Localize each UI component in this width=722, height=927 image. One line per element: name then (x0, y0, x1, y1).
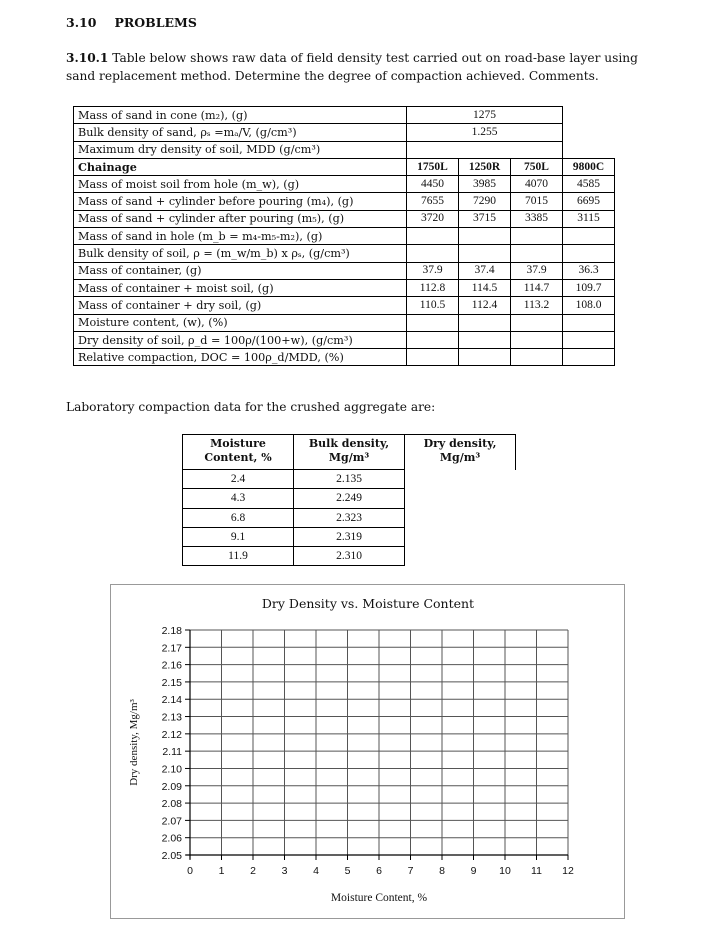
cell-value: 37.9 (511, 262, 563, 279)
table-row (74, 262, 615, 279)
cell-value (407, 245, 459, 262)
table-row (74, 297, 615, 314)
table-row (74, 124, 615, 141)
lab-column-header: Dry density, Mg/m³ (405, 435, 516, 470)
lab-cell: 2.135 (294, 470, 405, 489)
row-label: Mass of sand + cylinder before pouring (m₄), (g) (74, 193, 407, 210)
problem-statement (66, 49, 666, 85)
x-axis-label: Moisture Content, % (330, 892, 428, 904)
row-label: Mass of container + dry soil, (g) (74, 297, 407, 314)
chainage-header: 1750L (407, 158, 459, 175)
x-tick-label: 7 (407, 865, 414, 877)
lab-compaction-table (182, 434, 516, 566)
x-tick-label: 12 (562, 865, 574, 877)
empty-cell (563, 124, 615, 141)
y-tick-label: 2.14 (161, 694, 182, 707)
x-tick-label: 6 (376, 865, 382, 877)
x-tick-label: 2 (250, 865, 256, 877)
x-tick-label: 11 (531, 865, 542, 877)
cell-value: 7015 (511, 193, 563, 210)
cell-value (459, 349, 511, 366)
cell-value: 113.2 (511, 297, 563, 314)
y-tick-label: 2.18 (161, 625, 182, 637)
lab-cell: 2.4 (183, 470, 294, 489)
cell-value: 108.0 (563, 297, 615, 314)
lab-cell: 2.310 (294, 547, 405, 566)
cell-value (459, 228, 511, 245)
y-tick-label: 2.09 (161, 780, 182, 793)
lab-column-header: Bulk density, Mg/m³ (294, 435, 405, 470)
lab-cell: 2.323 (294, 508, 405, 527)
cell-value: 4585 (563, 176, 615, 193)
cell-value (407, 314, 459, 331)
table-row (74, 245, 615, 262)
cell-value: 4070 (511, 176, 563, 193)
section-title: PROBLEMS (114, 15, 197, 30)
row-label: Mass of sand in hole (m_b = m₄-m₅-m₂), (g) (74, 228, 407, 245)
lab-row (183, 489, 516, 508)
row-value: 1275 (407, 107, 563, 124)
lab-cell (405, 470, 516, 489)
chart-frame (110, 584, 625, 919)
lab-cell: 9.1 (183, 527, 294, 546)
cell-value: 110.5 (407, 297, 459, 314)
lab-header-row (183, 435, 516, 470)
row-label: Dry density of soil, ρ_d = 100ρ/(100+w), (g/cm³) (74, 331, 407, 348)
cell-value: 112.8 (407, 279, 459, 296)
y-tick-label: 2.07 (161, 815, 182, 828)
lab-cell (405, 527, 516, 546)
cell-value: 3985 (459, 176, 511, 193)
lab-cell: 6.8 (183, 508, 294, 527)
cell-value (459, 331, 511, 348)
cell-value (407, 228, 459, 245)
y-tick-label: 2.15 (161, 676, 182, 689)
x-tick-label: 5 (344, 865, 351, 877)
empty-cell (563, 107, 615, 124)
row-label: Relative compaction, DOC = 100ρ_d/MDD, (%) (74, 349, 407, 366)
cell-value: 114.5 (459, 279, 511, 296)
row-label: Mass of container, (g) (74, 262, 407, 279)
x-tick-label: 4 (313, 865, 319, 877)
cell-value (511, 349, 563, 366)
lab-cell: 2.249 (294, 489, 405, 508)
table-row (74, 314, 615, 331)
table-row (74, 176, 615, 193)
row-label: Mass of moist soil from hole (m_w), (g) (74, 176, 407, 193)
table-row (74, 279, 615, 296)
row-value (407, 141, 563, 158)
lab-cell: 2.319 (294, 527, 405, 546)
table-row (74, 193, 615, 210)
cell-value: 114.7 (511, 279, 563, 296)
cell-value (563, 245, 615, 262)
lab-row (183, 527, 516, 546)
lab-row (183, 508, 516, 527)
cell-value (459, 245, 511, 262)
lab-cell (405, 489, 516, 508)
problem-number: 3.10.1 (66, 51, 109, 65)
chainage-header: 1250R (459, 158, 511, 175)
y-axis-label: Dry density, Mg/m³ (128, 699, 140, 786)
table-row (74, 210, 615, 227)
section-number: 3.10 (66, 15, 97, 30)
y-tick-label: 2.13 (161, 711, 182, 724)
y-tick-label: 2.08 (161, 798, 182, 811)
row-label: Moisture content, (w), (%) (74, 314, 407, 331)
chainage-header: 9800C (563, 158, 615, 175)
cell-value: 3715 (459, 210, 511, 227)
y-tick-label: 2.06 (161, 832, 182, 845)
cell-value: 36.3 (563, 262, 615, 279)
lab-column-header: Moisture Content, % (183, 435, 294, 470)
lab-row (183, 547, 516, 566)
x-tick-label: 1 (218, 865, 225, 877)
x-tick-label: 10 (499, 865, 511, 877)
cell-value: 37.4 (459, 262, 511, 279)
lab-row (183, 470, 516, 489)
lab-cell (405, 547, 516, 566)
chainage-header-row (74, 158, 615, 175)
y-tick-label: 2.12 (161, 728, 182, 741)
row-label: Mass of container + moist soil, (g) (74, 279, 407, 296)
table-row (74, 141, 615, 158)
section-heading (66, 15, 197, 30)
y-tick-label: 2.05 (161, 850, 182, 862)
cell-value: 3385 (511, 210, 563, 227)
table-row (74, 349, 615, 366)
lab-cell (405, 508, 516, 527)
x-tick-label: 9 (470, 865, 477, 877)
cell-value (407, 331, 459, 348)
chainage-label: Chainage (74, 158, 407, 175)
y-tick-label: 2.11 (162, 746, 182, 759)
cell-value: 6695 (563, 193, 615, 210)
row-value: 1.255 (407, 124, 563, 141)
cell-value: 3115 (563, 210, 615, 227)
cell-value: 4450 (407, 176, 459, 193)
field-density-table (73, 106, 615, 366)
cell-value (407, 349, 459, 366)
cell-value (511, 314, 563, 331)
cell-value (563, 331, 615, 348)
table-row (74, 228, 615, 245)
row-label: Mass of sand + cylinder after pouring (m₅), (g) (74, 210, 407, 227)
cell-value (511, 245, 563, 262)
cell-value: 112.4 (459, 297, 511, 314)
table-row (74, 331, 615, 348)
chart-title: Dry Density vs. Moisture Content (261, 596, 475, 611)
cell-value (511, 331, 563, 348)
x-tick-label: 0 (187, 865, 193, 877)
cell-value: 37.9 (407, 262, 459, 279)
dry-density-chart (111, 585, 626, 920)
row-label: Mass of sand in cone (m₂), (g) (74, 107, 407, 124)
lab-cell: 11.9 (183, 547, 294, 566)
cell-value: 109.7 (563, 279, 615, 296)
row-label: Bulk density of sand, ρₛ =mₐ/V, (g/cm³) (74, 124, 407, 141)
cell-value (563, 228, 615, 245)
row-label: Bulk density of soil, ρ = (m_w/m_b) x ρₛ, (g/cm³) (74, 245, 407, 262)
cell-value: 7655 (407, 193, 459, 210)
y-tick-label: 2.10 (161, 763, 182, 776)
empty-cell (563, 141, 615, 158)
chainage-header: 750L (511, 158, 563, 175)
y-tick-label: 2.16 (161, 659, 182, 672)
cell-value (511, 228, 563, 245)
row-label: Maximum dry density of soil, MDD (g/cm³) (74, 141, 407, 158)
lab-intro: Laboratory compaction data for the crushed aggregate are: (66, 400, 436, 414)
cell-value (563, 314, 615, 331)
cell-value: 3720 (407, 210, 459, 227)
problem-text: Table below shows raw data of field density test carried out on road-base layer using sand replacement method. Determine the degree of compaction achieved. Comments. (66, 51, 638, 83)
x-tick-label: 8 (439, 865, 445, 877)
table-row (74, 107, 615, 124)
y-tick-label: 2.17 (161, 642, 182, 655)
cell-value (563, 349, 615, 366)
x-tick-label: 3 (281, 865, 288, 877)
lab-cell: 4.3 (183, 489, 294, 508)
cell-value: 7290 (459, 193, 511, 210)
cell-value (459, 314, 511, 331)
